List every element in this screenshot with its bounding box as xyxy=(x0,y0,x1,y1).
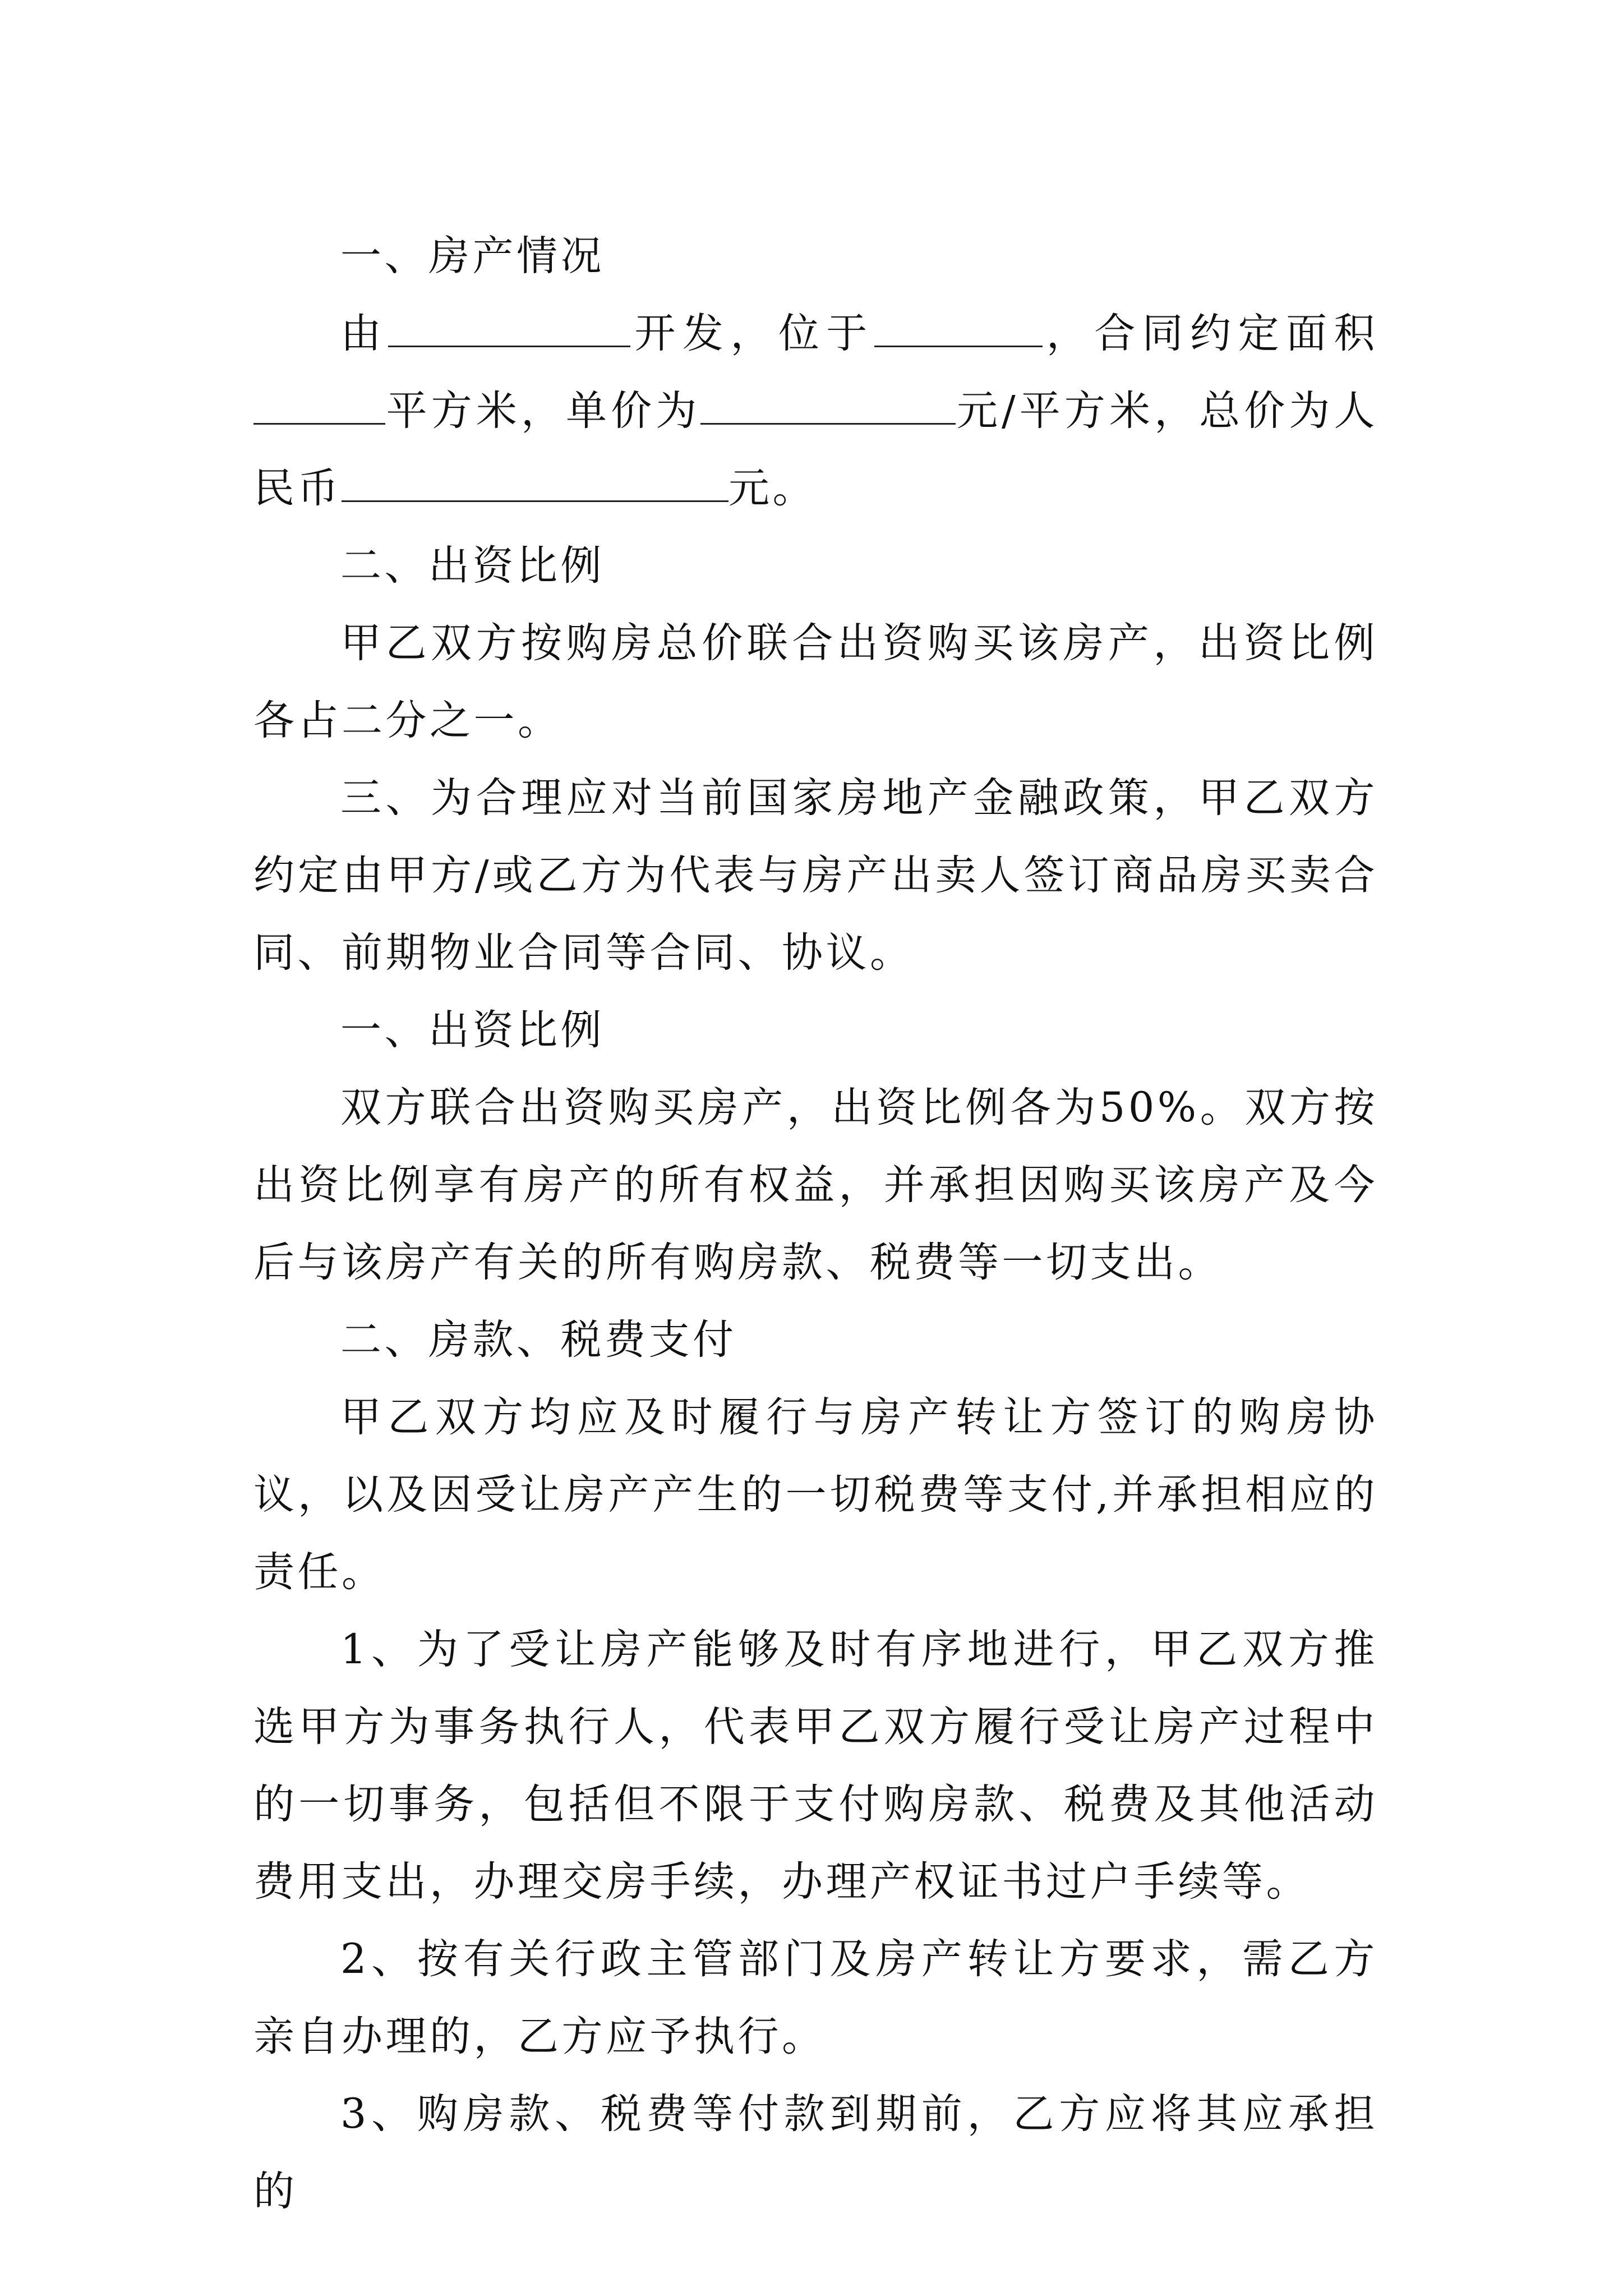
paragraph-property-details xyxy=(253,295,1378,527)
section-heading-contribution-ratio-2: 一、出资比例 xyxy=(340,1006,605,1054)
blank-location xyxy=(874,316,1043,347)
document-body xyxy=(253,218,1378,2230)
text-segment: 开发，位于 xyxy=(630,310,874,357)
paragraph-clause-3: 3、购房款、税费等付款到期前，乙方应将其应承担的 xyxy=(253,2090,1378,2215)
paragraph-representative: 三、为合理应对当前国家房地产金融政策，甲乙双方约定由甲方/或乙方为代表与房产出卖人签订商品房买卖合同、前期物业合同等合同、协议。 xyxy=(253,774,1378,977)
section-heading-contribution-ratio: 二、出资比例 xyxy=(340,542,605,590)
text-segment: 由 xyxy=(340,310,389,357)
blank-unit-price xyxy=(700,394,956,425)
paragraph-contribution-detail: 双方联合出资购买房产，出资比例各为50%。双方按出资比例享有房产的所有权益，并承担因购买该房产及今后与该房产有关的所有购房款、税费等一切支出。 xyxy=(253,1084,1378,1286)
text-segment: 平方米，单价为 xyxy=(385,387,701,435)
blank-total-price xyxy=(342,471,728,502)
blank-developer xyxy=(388,316,630,347)
section-heading-payment: 二、房款、税费支付 xyxy=(340,1316,737,1364)
text-segment: 元/平方米，总价为人民币 xyxy=(253,387,1378,512)
paragraph-payment-obligation: 甲乙双方均应及时履行与房产转让方签订的购房协议，以及因受让房产产生的一切税费等支付,并承担相应的责任。 xyxy=(253,1393,1378,1596)
text-segment: 元。 xyxy=(728,464,817,512)
paragraph-contribution: 甲乙双方按购房总价联合出资购买该房产，出资比例各占二分之一。 xyxy=(253,619,1378,744)
section-heading-property-info: 一、房产情况 xyxy=(340,232,605,280)
blank-area xyxy=(253,394,385,425)
paragraph-clause-1: 1、为了受让房产能够及时有序地进行，甲乙双方推选甲方为事务执行人，代表甲乙双方履行受让房产过程中的一切事务，包括但不限于支付购房款、税费及其他活动费用支出，办理交房手续，办理产权证书过户手续等。 xyxy=(253,1626,1378,1906)
paragraph-clause-2: 2、按有关行政主管部门及房产转让方要求，需乙方亲自办理的，乙方应予执行。 xyxy=(253,1935,1378,2060)
text-segment: ，合同约定面积 xyxy=(1042,310,1378,357)
